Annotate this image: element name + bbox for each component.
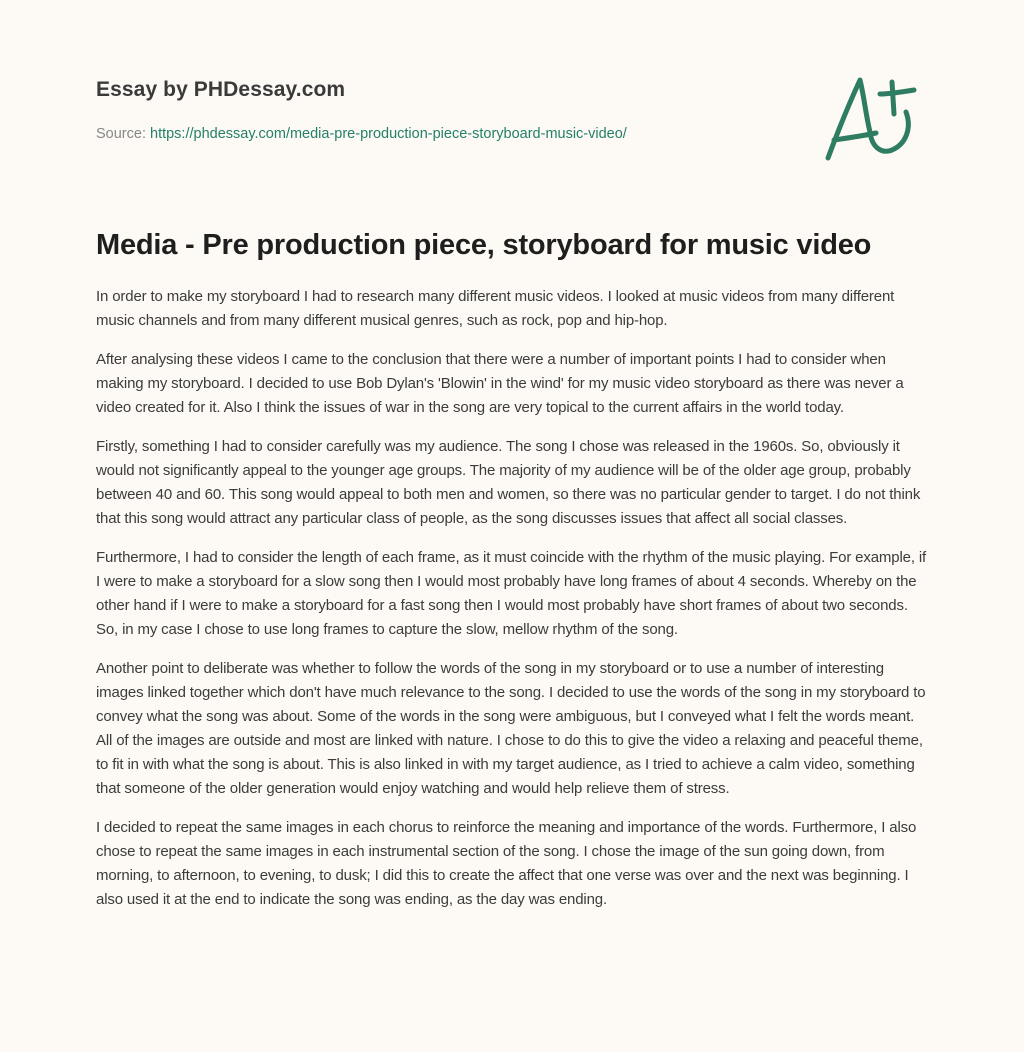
source-link[interactable]: https://phdessay.com/media-pre-production-piece-storyboard-music-video/ bbox=[150, 126, 627, 142]
header bbox=[96, 76, 796, 144]
essay-paragraph: In order to make my storyboard I had to research many different music videos. I looked at music videos from many different music channels and from many different musical genres, such as rock, pop and hip-hop. bbox=[96, 288, 895, 329]
essay-title: Media - Pre production piece, storyboard for music video bbox=[96, 229, 872, 261]
essay-body bbox=[96, 285, 932, 927]
essay-paragraph: I decided to repeat the same images in each chorus to reinforce the meaning and importance of the words. Furthermore, I also chose to repeat the same images in each instrumental section of the song. I chose the image of the sun going down, from morning, to afternoon, to evening, to dusk; I did this to create the affect that one verse was over and the next was beginning. I also used it at the end to indicate the song was ending, as the day was ending. bbox=[96, 819, 917, 908]
essay-paragraph: Furthermore, I had to consider the length of each frame, as it must coincide with the rhythm of the music playing. For example, if I were to make a storyboard for a slow song then I would most probably have long frames of about 4 seconds. Whereby on the other hand if I were to make a storyboard for a fast song then I would most probably have short frames of about two seconds. So, in my case I chose to use long frames to capture the slow, mellow rhythm of the song. bbox=[96, 549, 927, 638]
source-line bbox=[96, 124, 796, 144]
essay-paragraph: Firstly, something I had to consider carefully was my audience. The song I chose was released in the 1960s. So, obviously it would not significantly appeal to the younger age groups. The majority of my audience will be of the older age group, probably between 40 and 60. This song would appeal to both men and women, so there was no particular gender to target. I do not think that this song would attract any particular class of people, as the song discusses issues that affect all social classes. bbox=[96, 438, 921, 527]
essay-paragraph: After analysing these videos I came to the conclusion that there were a number of important points I had to consider when making my storyboard. I decided to use Bob Dylan's 'Blowin' in the wind' for my music video storyboard as there was never a video created for it. Also I think the issues of war in the song are very topical to the current affairs in the world today. bbox=[96, 351, 904, 416]
essay-paragraph: Another point to deliberate was whether to follow the words of the song in my storyboard or to use a number of interesting images linked together which don't have much relevance to the song. I decided to use the words of the song in my storyboard to convey what the song was about. Some of the words in the song were ambiguous, but I conveyed what I felt the words meant. All of the images are outside and most are linked with nature. I chose to do this to give the video a relaxing and peaceful theme, to fit in with what the song is about. This is also linked in with my target audience, as I tried to achieve a calm video, something that someone of the older generation would enjoy watching and would help relieve them of stress. bbox=[96, 660, 926, 797]
a-plus-grade-icon bbox=[820, 66, 930, 166]
source-label: Source: bbox=[96, 126, 150, 142]
brand-title: Essay by PHDessay.com bbox=[96, 78, 346, 101]
